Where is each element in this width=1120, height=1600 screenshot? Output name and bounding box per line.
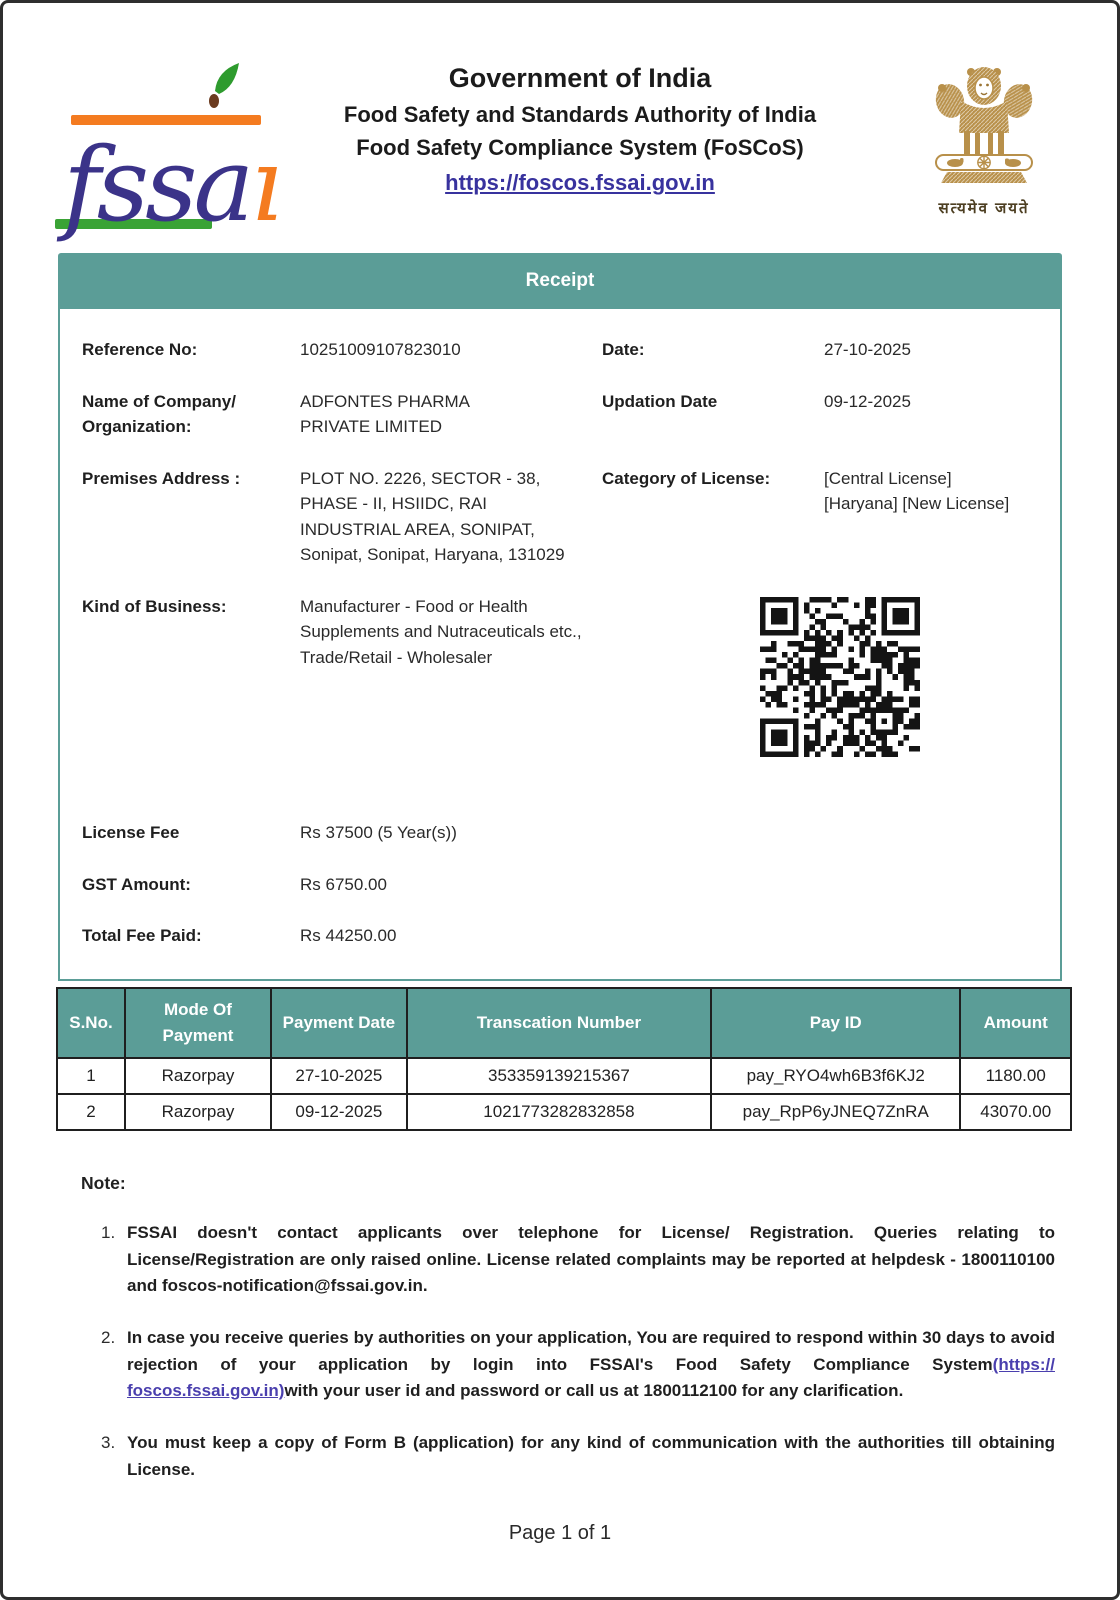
note-1-text: FSSAI doesn't contact applicants over telephone for License/ Registration. Queries relating to License/Registration are only raised online. License related complaints may be reported at helpdesk - 1800110100 and foscos-notification@fssai.gov.in. [127,1223,1055,1295]
leaf-icon [203,61,247,113]
page-number: Page 1 of 1 [508,1522,612,1544]
premises-label: Premises Address : [82,468,241,488]
total-fee-label: Total Fee Paid: [82,926,202,945]
updation-date-label: Updation Date [602,391,718,411]
notes-section [81,1173,1055,1483]
license-fee-label: License Fee [82,823,180,842]
cell-payid: pay_RpP6yJNEQ7ZnRA [711,1094,960,1130]
emblem-motto: सत्यमेव जयते [938,200,1030,217]
cell-date: 09-12-2025 [271,1094,407,1130]
fssai-logo-text: fssaı [63,126,279,245]
note-3-text: You must keep a copy of Form B (application) for any kind of communication with the authorities till obtaining License. [127,1433,1055,1479]
business-kind-value: Manufacturer - Food or Health Supplements and Nutraceuticals etc., Trade/Retail - Wholesaler [300,596,582,667]
header-titles [261,59,899,196]
cell-txn: 353359139215367 [407,1058,711,1094]
cell-date: 27-10-2025 [271,1058,407,1094]
notes-title: Note: [81,1173,126,1194]
premises-value: PLOT NO. 2226, SECTOR - 38, PHASE - II, HSIIDC, RAI INDUSTRIAL AREA, SONIPAT, Sonipat, Sonipat, Haryana, 131029 [300,468,565,564]
fssai-logo [55,59,279,245]
receipt-box [58,253,1062,981]
payments-header-row [57,988,1071,1059]
header-payment-date: Payment Date [271,988,407,1059]
updation-date-value: 09-12-2025 [824,391,911,411]
foscos-title: Food Safety Compliance System (FoSCoS) [356,135,804,160]
gov-title: Government of India [448,63,712,93]
cell-mode: Razorpay [125,1094,271,1130]
gst-amount-value: Rs 6750.00 [300,874,387,894]
qr-code [760,597,920,757]
reference-value: 10251009107823010 [300,340,461,359]
reference-label: Reference No: [82,340,198,359]
note-item-2: 2. In case you receive queries by authorities on your application, You are required to respond within 30 days to avoid rejection of your application by login into FSSAI's Food Safety Compliance System(https:// foscos.fssai.gov.in)with your user id and password or call us at 1800112100 for any clarification. [101,1325,1055,1404]
cell-payid: pay_RYO4wh6B3f6KJ2 [711,1058,960,1094]
header-pay-id: Pay ID [711,988,960,1059]
national-emblem [899,59,1069,218]
total-fee-value: Rs 44250.00 [300,926,397,945]
foscos-inline-link[interactable]: (https:// foscos.fssai.gov.in) [127,1354,1055,1400]
foscos-url-link[interactable]: https://foscos.fssai.gov.in [445,170,715,195]
license-category-value: [Central License] [Haryana] [New License] [824,468,1010,513]
license-fee-value: Rs 37500 (5 Year(s)) [300,823,457,842]
header-mode: Mode Of Payment [125,988,271,1059]
note-item-1: 1. FSSAI doesn't contact applicants over telephone for License/ Registration. Queries relating to License/Registration are only raised online. License related complaints may be reported at helpdesk - 1800110100 and foscos-notification@fssai.gov.in. [101,1220,1055,1299]
receipt-band-title: Receipt [58,253,1062,309]
cell-sno: 1 [57,1058,125,1094]
cell-amount: 1180.00 [960,1058,1071,1094]
cell-mode: Razorpay [125,1058,271,1094]
cell-sno: 2 [57,1094,125,1130]
note-item-3: 3. You must keep a copy of Form B (application) for any kind of communication with the authorities till obtaining License. [101,1430,1055,1483]
fssai-logo-orange-bar [71,115,261,125]
header-transaction-number: Transcation Number [407,988,711,1059]
receipt-details [58,309,1062,981]
header-sno: S.No. [57,988,125,1059]
date-label: Date: [602,340,645,359]
ashoka-emblem-icon [909,59,1059,191]
header-amount: Amount [960,988,1071,1059]
payment-row [57,1094,1071,1130]
company-label: Name of Company/ Organization: [82,391,236,436]
company-value: ADFONTES PHARMA PRIVATE LIMITED [300,391,470,436]
cell-txn: 1021773282832858 [407,1094,711,1130]
cell-amount: 43070.00 [960,1094,1071,1130]
document-header [55,59,1069,245]
date-value: 27-10-2025 [824,340,911,359]
license-category-label: Category of License: [602,468,771,488]
payments-table [56,987,1072,1132]
payment-row [57,1058,1071,1094]
business-kind-label: Kind of Business: [82,596,227,616]
fssai-title: Food Safety and Standards Authority of India [343,102,817,127]
gst-amount-label: GST Amount: [82,874,191,894]
note-2-text: In case you receive queries by authorities on your application, You are required to respond within 30 days to avoid rejection of your application by login into FSSAI's Food Safety Compliance System(https:// foscos.fssai.gov.in)with your user id and password or call us at 1800112100 for any clarification. [127,1328,1055,1400]
